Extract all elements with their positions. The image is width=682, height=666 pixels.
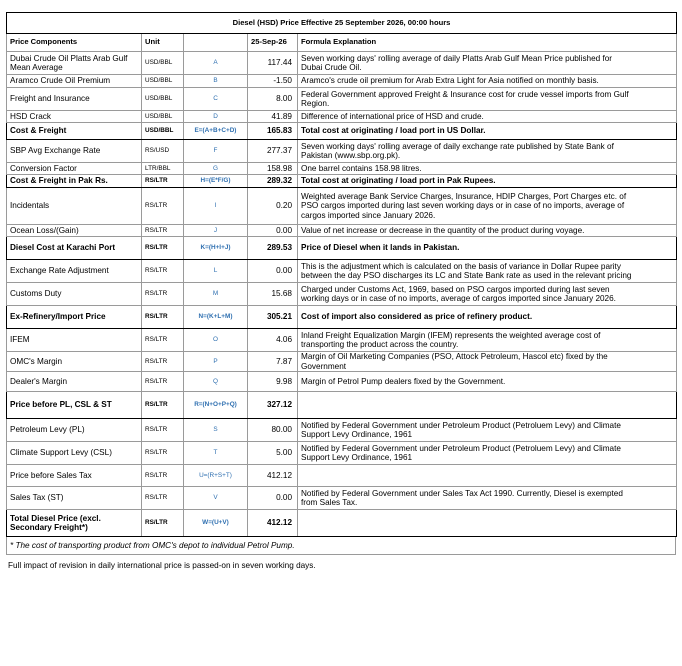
- row-explanation: Weighted average Bank Service Charges, Insurance, HDIP Charges, Port Charges etc. of PSO cargos imported during last seven working days or in case of no imports, average of cargos imported since January 2026.: [298, 188, 677, 225]
- row-value: 305.21: [248, 306, 298, 329]
- header-row: [7, 34, 677, 52]
- row-component: Sales Tax (ST): [7, 487, 142, 510]
- title-row: [7, 13, 677, 34]
- row-formula-code: J: [184, 225, 248, 237]
- row-component: Customs Duty: [7, 283, 142, 306]
- table-row: [7, 140, 677, 163]
- row-value: 117.44: [248, 52, 298, 75]
- row-explanation: Margin of Oil Marketing Companies (PSO, Attock Petroleum, Hascol etc) fixed by the Government: [298, 352, 677, 372]
- row-formula-code: I: [184, 188, 248, 225]
- price-sheet: [6, 12, 676, 570]
- row-formula-code: R=(N+O+P+Q): [184, 392, 248, 419]
- table-row: [7, 225, 677, 237]
- row-unit: RS/LTR: [142, 442, 184, 465]
- table-row: [7, 163, 677, 175]
- row-explanation: Price of Diesel when it lands in Pakistan.: [298, 237, 677, 260]
- table-row: [7, 88, 677, 111]
- row-value: 158.98: [248, 163, 298, 175]
- row-formula-code: V: [184, 487, 248, 510]
- row-explanation: Value of net increase or decrease in the quantity of the product during voyage.: [298, 225, 677, 237]
- table-row: [7, 419, 677, 442]
- row-component: Diesel Cost at Karachi Port: [7, 237, 142, 260]
- table-row: [7, 306, 677, 329]
- row-component: SBP Avg Exchange Rate: [7, 140, 142, 163]
- row-unit: RS/LTR: [142, 352, 184, 372]
- row-component: Dealer's Margin: [7, 372, 142, 392]
- row-explanation: Federal Government approved Freight & Insurance cost for crude vessel imports from Gulf Region.: [298, 88, 677, 111]
- table-row: [7, 372, 677, 392]
- table-row: [7, 510, 677, 537]
- header-unit: Unit: [142, 34, 184, 52]
- row-explanation: Seven working days' rolling average of daily Platts Arab Gulf Mean Price published for Dubai Crude Oil.: [298, 52, 677, 75]
- row-formula-code: L: [184, 260, 248, 283]
- row-component: IFEM: [7, 329, 142, 352]
- row-formula-code: G: [184, 163, 248, 175]
- row-unit: RS/USD: [142, 140, 184, 163]
- row-explanation: Total cost at originating / load port in US Dollar.: [298, 123, 677, 140]
- header-component: Price Components: [7, 34, 142, 52]
- row-unit: USD/BBL: [142, 88, 184, 111]
- row-value: 5.00: [248, 442, 298, 465]
- row-explanation: Notified by Federal Government under Sales Tax Act 1990. Currently, Diesel is exempted from Sales Tax.: [298, 487, 677, 510]
- row-unit: RS/LTR: [142, 283, 184, 306]
- row-unit: RS/LTR: [142, 487, 184, 510]
- row-formula-code: T: [184, 442, 248, 465]
- row-formula-code: E=(A+B+C+D): [184, 123, 248, 140]
- row-value: 9.98: [248, 372, 298, 392]
- row-formula-code: N=(K+L+M): [184, 306, 248, 329]
- row-unit: USD/BBL: [142, 111, 184, 123]
- row-explanation: Aramco's crude oil premium for Arab Extra Light for Asia notified on monthly basis.: [298, 75, 677, 88]
- row-unit: RS/LTR: [142, 329, 184, 352]
- row-value: -1.50: [248, 75, 298, 88]
- row-component: Incidentals: [7, 188, 142, 225]
- table-row: [7, 392, 677, 419]
- header-explanation: Formula Explanation: [298, 34, 677, 52]
- row-formula-code: D: [184, 111, 248, 123]
- row-value: 0.00: [248, 260, 298, 283]
- impact-note: Full impact of revision in daily international price is passed-on in seven working days.: [8, 561, 316, 570]
- header-date: 25-Sep-26: [248, 34, 298, 52]
- row-formula-code: S: [184, 419, 248, 442]
- row-component: Exchange Rate Adjustment: [7, 260, 142, 283]
- row-unit: USD/BBL: [142, 123, 184, 140]
- row-formula-code: O: [184, 329, 248, 352]
- row-explanation: Notified by Federal Government under Petroleum Product (Petroluem Levy) and Climate Support Levy Ordinance, 1961: [298, 442, 677, 465]
- row-component: Aramco Crude Oil Premium: [7, 75, 142, 88]
- table-row: [7, 442, 677, 465]
- row-component: Freight and Insurance: [7, 88, 142, 111]
- row-explanation: One barrel contains 158.98 litres.: [298, 163, 677, 175]
- row-explanation: Difference of international price of HSD and crude.: [298, 111, 677, 123]
- row-unit: RS/LTR: [142, 175, 184, 188]
- row-unit: USD/BBL: [142, 75, 184, 88]
- header-code: [184, 34, 248, 52]
- row-component: Price before PL, CSL & ST: [7, 392, 142, 419]
- row-formula-code: C: [184, 88, 248, 111]
- row-unit: RS/LTR: [142, 225, 184, 237]
- row-value: 289.32: [248, 175, 298, 188]
- row-value: 15.68: [248, 283, 298, 306]
- row-explanation: [298, 392, 677, 419]
- row-formula-code: W=(U+V): [184, 510, 248, 537]
- row-value: 277.37: [248, 140, 298, 163]
- table-row: [7, 487, 677, 510]
- row-component: Total Diesel Price (excl. Secondary Freight*): [7, 510, 142, 537]
- row-value: 0.00: [248, 487, 298, 510]
- table-row: [7, 260, 677, 283]
- row-explanation: Cost of import also considered as price of refinery product.: [298, 306, 677, 329]
- row-component: Climate Support Levy (CSL): [7, 442, 142, 465]
- table-row: [7, 188, 677, 225]
- row-value: 0.20: [248, 188, 298, 225]
- row-unit: USD/BBL: [142, 52, 184, 75]
- table-row: [7, 123, 677, 140]
- row-component: Ocean Loss/(Gain): [7, 225, 142, 237]
- row-value: 8.00: [248, 88, 298, 111]
- row-unit: RS/LTR: [142, 392, 184, 419]
- row-component: Ex-Refinery/Import Price: [7, 306, 142, 329]
- row-formula-code: P: [184, 352, 248, 372]
- row-value: 289.53: [248, 237, 298, 260]
- table-row: [7, 465, 677, 487]
- row-formula-code: A: [184, 52, 248, 75]
- row-value: 4.06: [248, 329, 298, 352]
- row-value: 412.12: [248, 465, 298, 487]
- row-formula-code: K=(H+I+J): [184, 237, 248, 260]
- row-unit: RS/LTR: [142, 237, 184, 260]
- table-row: [7, 283, 677, 306]
- row-component: Cost & Freight: [7, 123, 142, 140]
- row-value: 0.00: [248, 225, 298, 237]
- row-value: 7.87: [248, 352, 298, 372]
- row-formula-code: F: [184, 140, 248, 163]
- row-unit: RS/LTR: [142, 260, 184, 283]
- row-component: Conversion Factor: [7, 163, 142, 175]
- row-unit: RS/LTR: [142, 510, 184, 537]
- row-component: Price before Sales Tax: [7, 465, 142, 487]
- row-value: 412.12: [248, 510, 298, 537]
- row-component: Petroleum Levy (PL): [7, 419, 142, 442]
- row-unit: LTR/BBL: [142, 163, 184, 175]
- table-row: [7, 75, 677, 88]
- row-value: 41.89: [248, 111, 298, 123]
- table-row: [7, 52, 677, 75]
- row-formula-code: B: [184, 75, 248, 88]
- row-component: Cost & Freight in Pak Rs.: [7, 175, 142, 188]
- row-component: OMC's Margin: [7, 352, 142, 372]
- row-value: 165.83: [248, 123, 298, 140]
- row-explanation: Seven working days' rolling average of daily exchange rate published by State Bank of Pakistan (www.sbp.org.pk).: [298, 140, 677, 163]
- row-component: Dubai Crude Oil Platts Arab Gulf Mean Average: [7, 52, 142, 75]
- row-explanation: [298, 465, 677, 487]
- row-explanation: Total cost at originating / load port in Pak Rupees.: [298, 175, 677, 188]
- row-unit: RS/LTR: [142, 306, 184, 329]
- row-unit: RS/LTR: [142, 465, 184, 487]
- row-unit: RS/LTR: [142, 188, 184, 225]
- row-explanation: Inland Freight Equalization Margin (IFEM) represents the weighted average cost of transporting the product across the country.: [298, 329, 677, 352]
- row-explanation: Charged under Customs Act, 1969, based on PSO cargos imported during last seven working days or in case of no imports, average of cargos imported since January 2026.: [298, 283, 677, 306]
- row-explanation: [298, 510, 677, 537]
- table-row: [7, 175, 677, 188]
- row-formula-code: Q: [184, 372, 248, 392]
- row-explanation: This is the adjustment which is calculated on the basis of variance in Dollar Rupee parity between the day PSO discharges its LC and State Bank rate as used in the relevant pricing: [298, 260, 677, 283]
- row-formula-code: U=(R+S+T): [184, 465, 248, 487]
- page-title: Diesel (HSD) Price Effective 25 September 2026, 00:00 hours: [7, 13, 677, 34]
- footnote: * The cost of transporting product from OMC's depot to individual Petrol Pump.: [6, 537, 676, 555]
- table-row: [7, 329, 677, 352]
- row-unit: RS/LTR: [142, 419, 184, 442]
- row-formula-code: H=(E*F/G): [184, 175, 248, 188]
- row-unit: RS/LTR: [142, 372, 184, 392]
- row-value: 327.12: [248, 392, 298, 419]
- table-row: [7, 111, 677, 123]
- row-explanation: Margin of Petrol Pump dealers fixed by the Government.: [298, 372, 677, 392]
- row-value: 80.00: [248, 419, 298, 442]
- table-row: [7, 237, 677, 260]
- row-explanation: Notified by Federal Government under Petroleum Product (Petroluem Levy) and Climate Support Levy Ordinance, 1961: [298, 419, 677, 442]
- row-formula-code: M: [184, 283, 248, 306]
- price-table: [6, 12, 677, 537]
- row-component: HSD Crack: [7, 111, 142, 123]
- table-row: [7, 352, 677, 372]
